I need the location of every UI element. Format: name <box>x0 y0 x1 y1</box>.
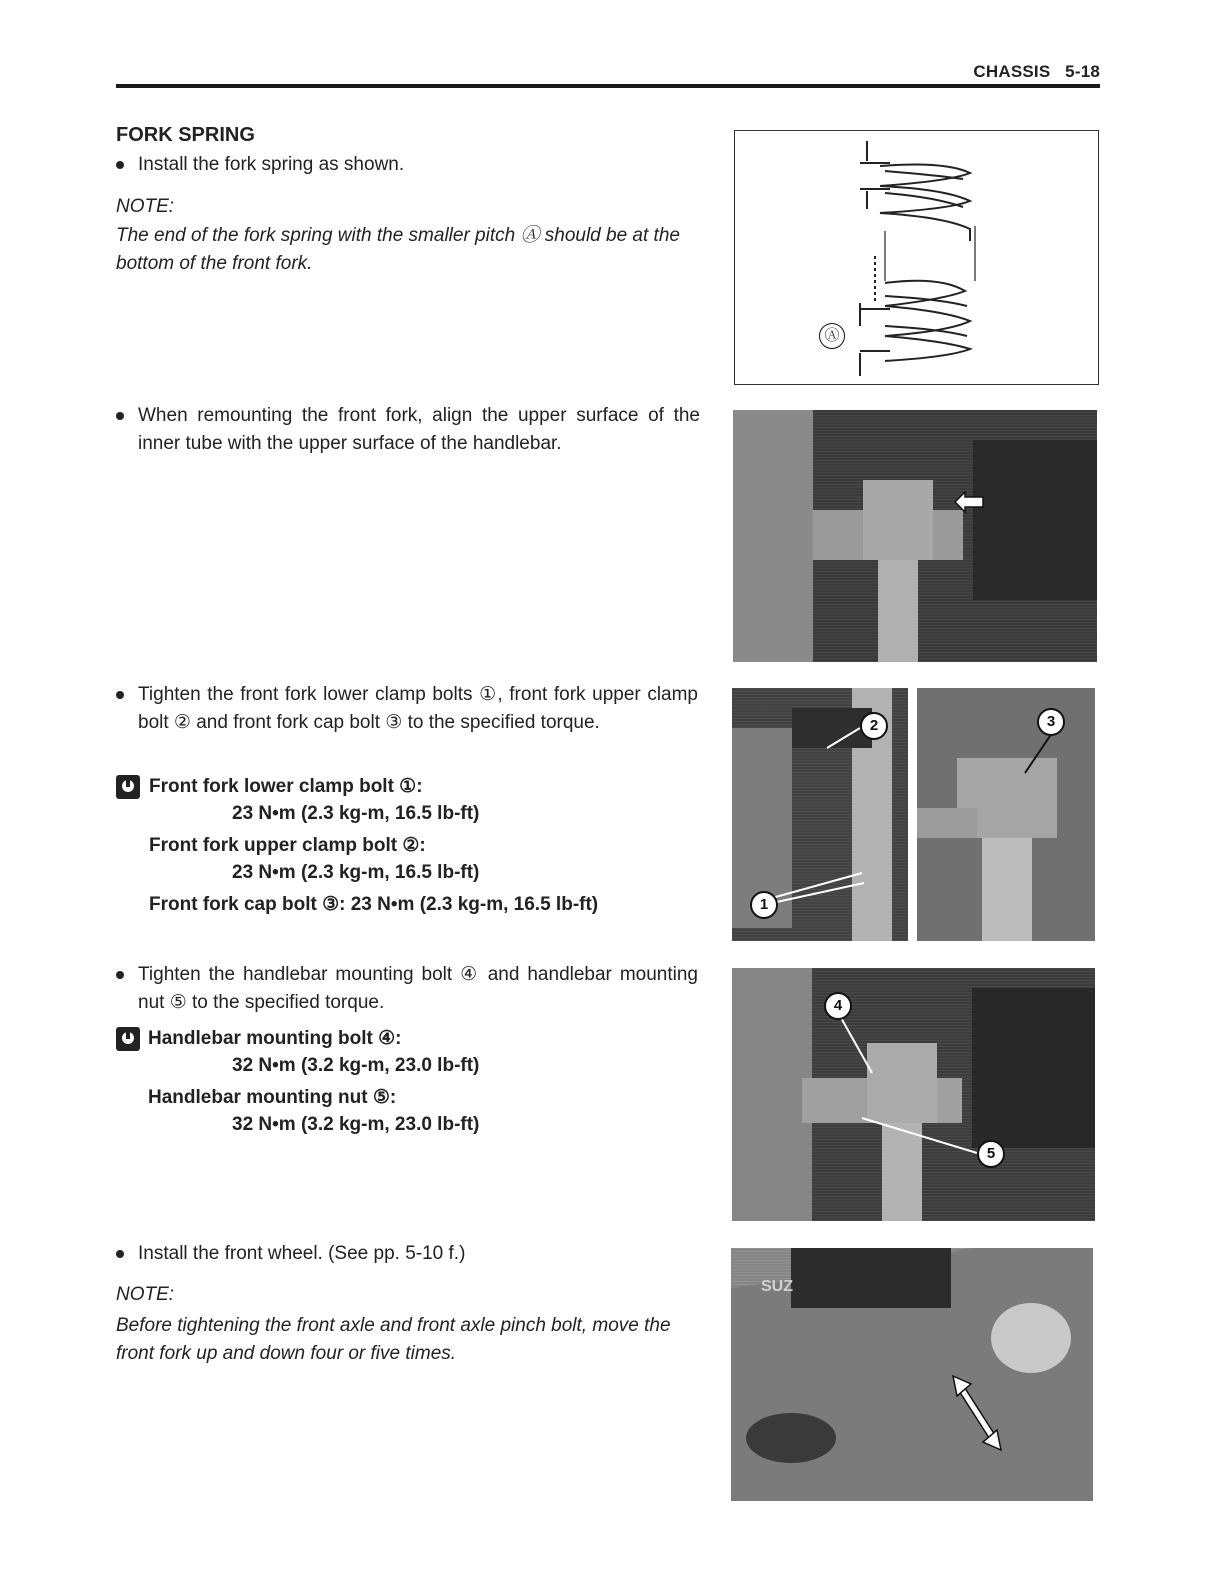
callout-1: 1 <box>750 891 778 919</box>
spec-handlebar-bolt-label: Handlebar mounting bolt ④: <box>148 1028 402 1049</box>
fork-spring-figure <box>734 130 1099 385</box>
photo-handlebar-mount-drawing <box>732 968 1095 1221</box>
brand-logo-text: SUZ <box>761 1278 793 1295</box>
photo-fork-alignment-drawing <box>733 410 1097 662</box>
bullet-dot <box>116 971 124 979</box>
callout-3: 3 <box>1037 708 1065 736</box>
bullet-text: Tighten the front fork lower clamp bolts ①, front fork upper clamp bolt ② and front fork cap bolt ③ to the specified torque. <box>138 684 698 733</box>
photo-clamp-bolts <box>732 688 908 941</box>
fork-spring-drawing <box>735 131 1098 384</box>
photo-cap-bolt <box>917 688 1095 941</box>
page-number: 5-18 <box>1065 62 1100 81</box>
note-body: The end of the fork spring with the smaller pitch Ⓐ should be at the bottom of the front fork. <box>116 225 680 274</box>
torque-wrench-icon <box>116 1027 140 1051</box>
photo-cap-bolt-drawing <box>917 688 1095 941</box>
callout-2: 2 <box>860 712 888 740</box>
page-header <box>973 62 1100 82</box>
photo-fork-alignment <box>733 410 1097 662</box>
spec-cap-bolt: Front fork cap bolt ③: 23 N•m (2.3 kg-m, 16.5 lb-ft) <box>149 894 599 915</box>
note-heading: NOTE: <box>116 1284 175 1305</box>
spec-lower-clamp-label: Front fork lower clamp bolt ①: <box>149 776 423 797</box>
bullet-text: Install the front wheel. (See pp. 5-10 f.) <box>138 1243 466 1264</box>
spec-handlebar-bolt-value: 32 N•m (3.2 kg-m, 23.0 lb-ft) <box>232 1055 480 1076</box>
bullet-text: When remounting the front fork, align the upper surface of the inner tube with the upper surface of the handlebar. <box>138 405 700 454</box>
header-rule <box>116 84 1100 88</box>
bullet-text: Tighten the handlebar mounting bolt ④ and handlebar mounting nut ⑤ to the specified torque. <box>138 964 698 1013</box>
callout-5: 5 <box>977 1140 1005 1168</box>
spec-handlebar-nut-value: 32 N•m (3.2 kg-m, 23.0 lb-ft) <box>232 1114 480 1135</box>
spec-handlebar-nut-label: Handlebar mounting nut ⑤: <box>148 1087 397 1108</box>
spec-upper-clamp-label: Front fork upper clamp bolt ②: <box>149 835 426 856</box>
bullet-text: Install the fork spring as shown. <box>138 154 405 175</box>
note-heading: NOTE: <box>116 196 175 217</box>
spring-label-a: Ⓐ <box>819 323 845 349</box>
torque-wrench-icon <box>116 775 140 799</box>
section-name: CHASSIS <box>973 62 1051 81</box>
bullet-dot <box>116 412 124 420</box>
callout-4: 4 <box>824 992 852 1020</box>
bullet-dot <box>116 161 124 169</box>
photo-front-fork-bounce <box>731 1248 1093 1501</box>
bullet-dot <box>116 691 124 699</box>
photo-handlebar-mount <box>732 968 1095 1221</box>
section-title: FORK SPRING <box>116 124 255 146</box>
spec-lower-clamp-value: 23 N•m (2.3 kg-m, 16.5 lb-ft) <box>232 803 480 824</box>
bullet-dot <box>116 1250 124 1258</box>
spec-upper-clamp-value: 23 N•m (2.3 kg-m, 16.5 lb-ft) <box>232 862 480 883</box>
note-body: Before tightening the front axle and front axle pinch bolt, move the front fork up and down four or five times. <box>116 1315 671 1364</box>
